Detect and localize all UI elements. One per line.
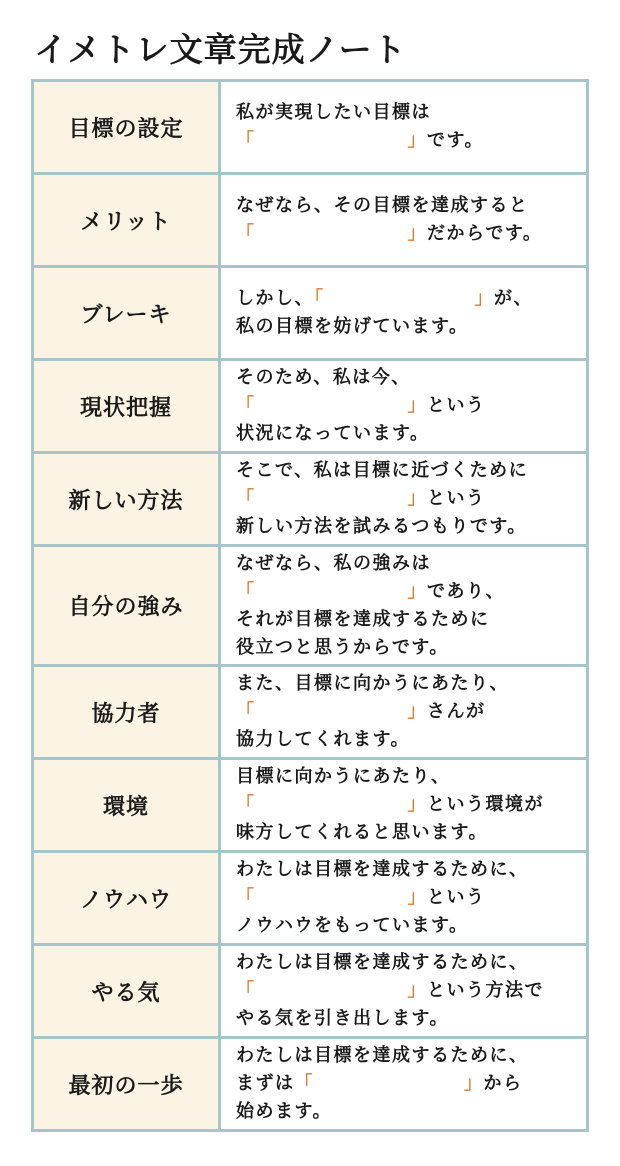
sentence-line: そのため、私は今、 — [236, 367, 411, 388]
close-bracket: 」 — [407, 580, 427, 602]
sentence-line — [236, 285, 586, 313]
sentence-line — [236, 791, 586, 819]
sentence-cell — [221, 454, 586, 544]
row-label: ノウハウ — [34, 853, 218, 943]
open-bracket: 「 — [236, 701, 256, 722]
sentence-line: わたしは目標を達成するために、 — [236, 1045, 529, 1066]
sentence-line: 私が実現したい目標は — [236, 102, 431, 123]
sentence-line: 協力してくれます。 — [236, 729, 411, 750]
sentence-line — [236, 698, 586, 726]
row-label: 現状把握 — [34, 361, 218, 451]
sentence-cell — [221, 946, 586, 1036]
sentence-suffix: であり、 — [427, 580, 505, 602]
sentence-line: それが目標を達成するために — [236, 608, 490, 630]
close-bracket: 」 — [474, 288, 494, 309]
row-label: 協力者 — [34, 667, 218, 757]
close-bracket: 」 — [407, 130, 427, 151]
close-bracket: 」 — [407, 488, 427, 509]
sentence-cell — [221, 1039, 586, 1129]
open-bracket: 「 — [236, 887, 256, 908]
table-row — [34, 853, 586, 943]
open-bracket: 「 — [236, 980, 256, 1001]
table-row — [34, 760, 586, 850]
sentence-line: 私の目標を妨げています。 — [236, 316, 469, 337]
sentence-cell — [221, 547, 586, 664]
sentence-line — [236, 578, 586, 606]
row-label: 環境 — [34, 760, 218, 850]
sentence-suffix: という環境が — [427, 794, 544, 815]
open-bracket: 「 — [236, 580, 256, 602]
sentence-suffix: から — [483, 1073, 523, 1094]
row-label: やる気 — [34, 946, 218, 1036]
row-label: 目標の設定 — [34, 82, 218, 172]
open-bracket: 「 — [314, 288, 325, 309]
sentence-suffix: です。 — [427, 130, 485, 151]
sentence-prefix: まずは — [236, 1073, 295, 1094]
open-bracket: 「 — [236, 395, 256, 416]
sentence-cell — [221, 361, 586, 451]
sentence-line: ノウハウをもっています。 — [236, 915, 469, 936]
sentence-suffix: という — [427, 488, 486, 509]
sentence-line: 始めます。 — [236, 1101, 333, 1122]
sentence-cell — [221, 82, 586, 172]
open-bracket: 「 — [236, 223, 256, 244]
row-label: 最初の一歩 — [34, 1039, 218, 1129]
sentence-line: 役立つと思うからです。 — [236, 636, 449, 658]
table-row — [34, 268, 586, 358]
open-bracket: 「 — [236, 794, 256, 815]
row-label: メリット — [34, 175, 218, 265]
row-label: ブレーキ — [34, 268, 218, 358]
sentence-cell — [221, 760, 586, 850]
sentence-suffix: という — [427, 887, 486, 908]
sentence-line: 新しい方法を試みるつもりです。 — [236, 516, 527, 537]
sentence-cell — [221, 667, 586, 757]
row-label: 新しい方法 — [34, 454, 218, 544]
sentence-line — [236, 1070, 586, 1098]
sentence-line: 状況になっています。 — [236, 423, 430, 444]
close-bracket: 」 — [464, 1073, 484, 1094]
close-bracket: 」 — [407, 701, 427, 722]
page-title: イメトレ文章完成ノート — [34, 30, 407, 69]
sentence-prefix: しかし、 — [236, 288, 314, 309]
close-bracket: 」 — [407, 794, 427, 815]
sentence-suffix: だからです。 — [427, 223, 543, 244]
table-row — [34, 1039, 586, 1129]
sentence-suffix: という方法で — [427, 980, 544, 1001]
table-row — [34, 82, 586, 172]
sentence-line: わたしは目標を達成するために、 — [236, 952, 529, 973]
close-bracket: 」 — [407, 223, 427, 244]
sentence-line — [236, 127, 586, 155]
sentence-line — [236, 392, 586, 420]
sentence-suffix: が、 — [494, 288, 533, 309]
sentence-line: わたしは目標を達成するために、 — [236, 859, 529, 880]
close-bracket: 」 — [407, 980, 427, 1001]
sentence-line: また、目標に向かうにあたり、 — [236, 673, 509, 694]
table-row — [34, 175, 586, 265]
sentence-completion-table — [31, 79, 589, 1132]
sentence-line: やる気を引き出します。 — [236, 1008, 450, 1029]
sentence-line — [236, 485, 586, 513]
open-bracket: 「 — [236, 488, 256, 509]
sentence-line — [236, 884, 586, 912]
sentence-line: 目標に向かうにあたり、 — [236, 766, 451, 787]
open-bracket: 「 — [236, 130, 256, 151]
sentence-cell — [221, 175, 586, 265]
sentence-cell — [221, 853, 586, 943]
table-row — [34, 547, 586, 664]
sentence-suffix: さんが — [427, 701, 486, 722]
sentence-line: そこで、私は目標に近づくために — [236, 460, 529, 481]
table-row — [34, 667, 586, 757]
sentence-line: 味方してくれると思います。 — [236, 822, 489, 843]
sentence-line: なぜなら、私の強みは — [236, 552, 431, 574]
table-row — [34, 946, 586, 1036]
table-row — [34, 454, 586, 544]
sentence-line — [236, 977, 586, 1005]
sentence-suffix: という — [427, 395, 486, 416]
sentence-line: なぜなら、その目標を達成すると — [236, 195, 529, 216]
row-label: 自分の強み — [34, 547, 218, 664]
sentence-line — [236, 220, 586, 248]
open-bracket: 「 — [294, 1073, 314, 1094]
close-bracket: 」 — [407, 887, 427, 908]
sentence-cell — [221, 268, 586, 358]
close-bracket: 」 — [407, 395, 427, 416]
table-row — [34, 361, 586, 451]
